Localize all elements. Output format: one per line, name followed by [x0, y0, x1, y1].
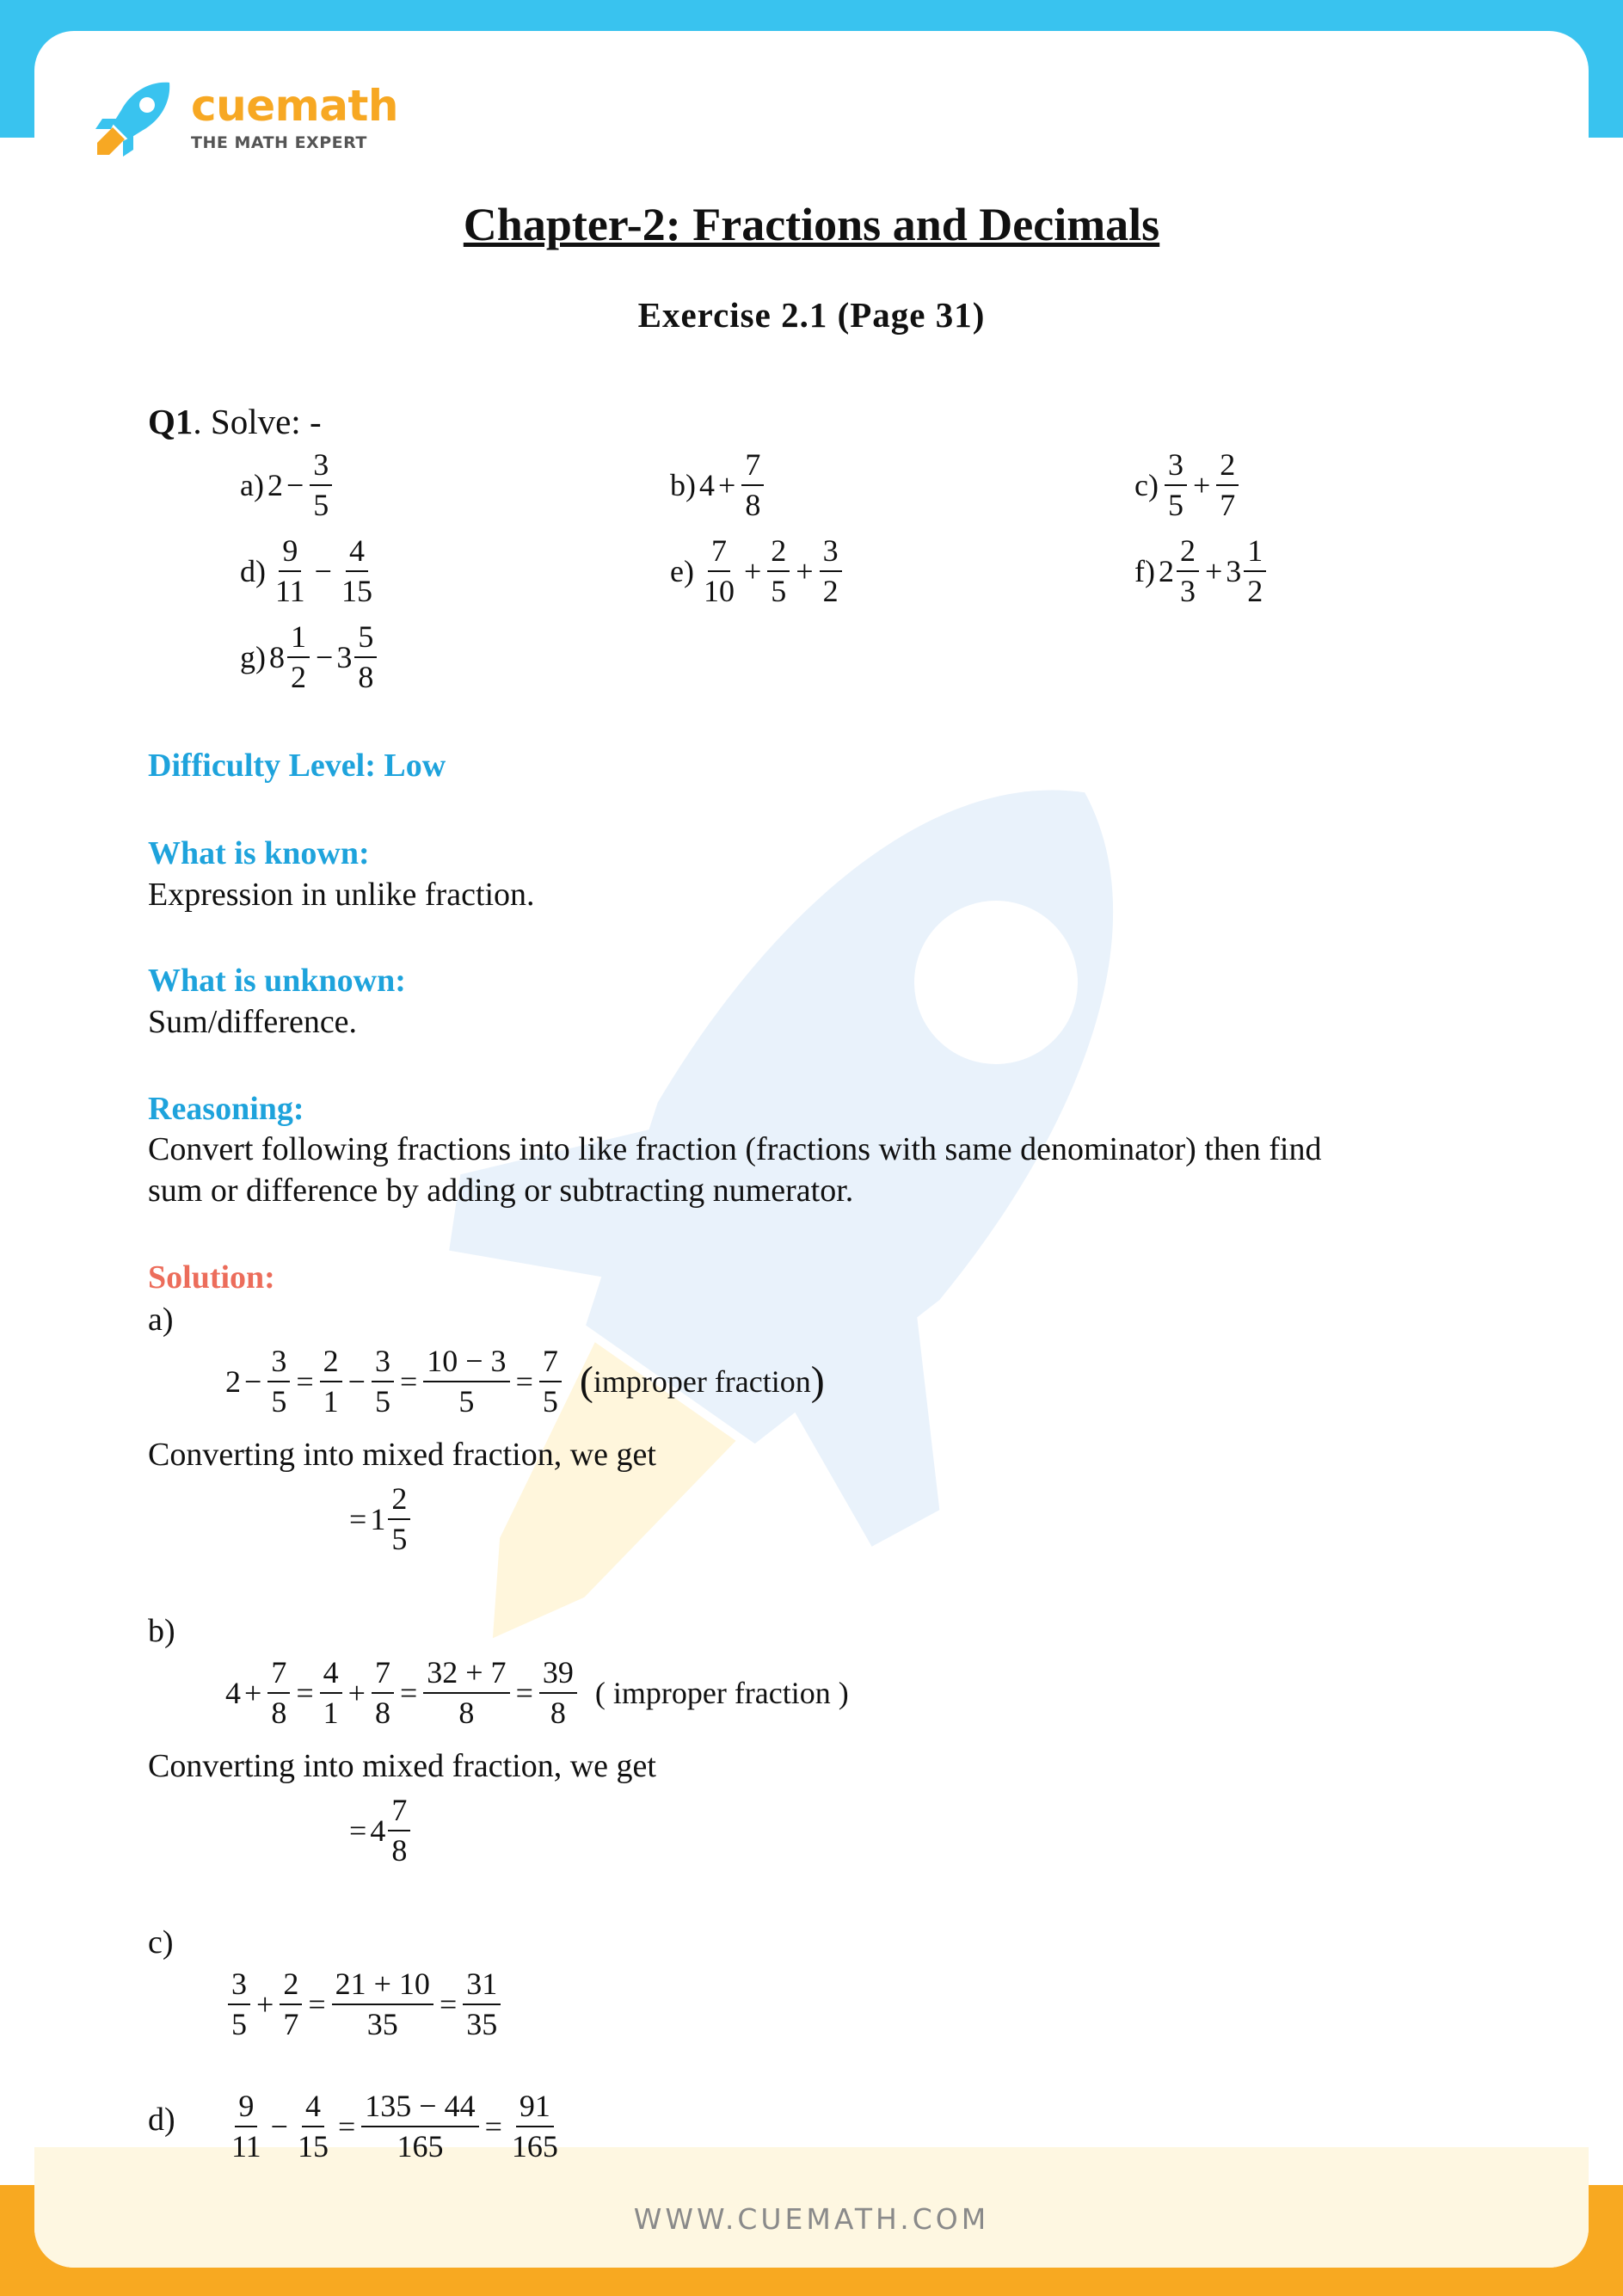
part-label: e) — [670, 554, 694, 589]
brand-tagline: THE MATH EXPERT — [191, 133, 367, 152]
operator: + — [347, 1676, 366, 1711]
fraction — [267, 1344, 290, 1420]
question-heading — [148, 401, 322, 442]
question-part-c — [1131, 447, 1241, 524]
denominator: 15 — [297, 2129, 329, 2164]
denominator: 8 — [745, 488, 761, 523]
numerator: 5 — [354, 619, 377, 658]
solution-c-equation — [225, 1967, 503, 2043]
question-part-g — [237, 619, 379, 696]
fraction — [320, 1655, 342, 1732]
whole: 3 — [1226, 554, 1242, 589]
numerator: 7 — [372, 1655, 394, 1694]
equals: = — [484, 2109, 502, 2145]
operator: + — [256, 1987, 274, 2022]
operator: + — [718, 468, 736, 503]
fraction — [741, 447, 764, 524]
solution-a-mixed — [346, 1481, 413, 1558]
solution-d-label: d) — [148, 2102, 175, 2138]
whole: 2 — [225, 1364, 241, 1400]
numerator: 3 — [372, 1344, 394, 1382]
question-part-f — [1131, 533, 1269, 610]
denominator: 5 — [231, 2007, 247, 2042]
fraction — [1177, 533, 1199, 610]
solution-a-label: a) — [148, 1302, 174, 1338]
denominator: 5 — [1167, 488, 1183, 523]
operator: + — [1192, 468, 1211, 503]
numerator: 4 — [346, 533, 368, 572]
unknown-heading: What is unknown: — [148, 963, 406, 999]
close-paren: ) — [810, 1358, 825, 1405]
fraction — [539, 1344, 562, 1420]
fraction — [332, 1967, 433, 2043]
denominator: 5 — [771, 574, 787, 609]
operator: − — [314, 554, 332, 589]
numerator: 10 − 3 — [423, 1344, 509, 1382]
question-prompt: . Solve: - — [193, 402, 322, 441]
part-label: a) — [240, 468, 264, 503]
fraction — [388, 1481, 410, 1558]
numerator: 1 — [1244, 533, 1266, 572]
fraction — [463, 1967, 501, 2043]
numerator: 3 — [267, 1344, 290, 1382]
numerator: 2 — [280, 1967, 302, 2005]
fraction — [423, 1344, 509, 1420]
numerator: 3 — [228, 1967, 250, 2005]
unknown-text: Sum/difference. — [148, 1004, 358, 1040]
question-part-e — [667, 533, 845, 610]
denominator: 1 — [323, 1384, 339, 1419]
numerator: 3 — [1165, 447, 1187, 486]
denominator: 35 — [366, 2007, 398, 2042]
denominator: 5 — [391, 1522, 408, 1557]
equals: = — [296, 1364, 314, 1400]
known-text: Expression in unlike fraction. — [148, 877, 535, 913]
denominator: 5 — [271, 1384, 287, 1419]
fraction — [388, 1793, 410, 1869]
denominator: 8 — [458, 1696, 475, 1731]
solution-a-converting: Converting into mixed fraction, we get — [148, 1437, 656, 1473]
equals: = — [399, 1364, 418, 1400]
whole: 2 — [1158, 554, 1174, 589]
numerator: 91 — [516, 2089, 554, 2127]
numerator: 2 — [320, 1344, 342, 1382]
question-label: Q1 — [148, 402, 194, 441]
denominator: 7 — [1220, 488, 1236, 523]
denominator: 8 — [271, 1696, 287, 1731]
whole: 4 — [699, 468, 715, 503]
denominator: 8 — [374, 1696, 390, 1731]
part-label: g) — [240, 640, 266, 675]
fraction — [354, 619, 377, 696]
numerator: 9 — [279, 533, 301, 572]
numerator: 39 — [539, 1655, 577, 1694]
denominator: 11 — [275, 574, 305, 609]
fraction — [700, 533, 738, 610]
numerator: 7 — [708, 533, 730, 572]
chapter-title: Chapter-2: Fractions and Decimals — [463, 199, 1160, 250]
denominator: 8 — [358, 660, 374, 695]
numerator: 2 — [388, 1481, 410, 1520]
equals: = — [349, 1502, 367, 1537]
denominator: 165 — [511, 2129, 558, 2164]
question-part-a — [237, 447, 335, 524]
fraction — [320, 1344, 342, 1420]
operator: + — [743, 554, 762, 589]
solution-b-equation — [225, 1655, 849, 1732]
solution-b-label: b) — [148, 1613, 175, 1649]
footer-website-link[interactable]: WWW.CUEMATH.COM — [633, 2202, 990, 2236]
denominator: 15 — [341, 574, 372, 609]
operator: + — [796, 554, 814, 589]
fraction — [820, 533, 842, 610]
solution-a-equation — [225, 1344, 825, 1420]
fraction — [372, 1655, 394, 1732]
numerator: 32 + 7 — [423, 1655, 509, 1694]
fraction — [228, 1967, 250, 2043]
denominator: 1 — [323, 1696, 339, 1731]
numerator: 2 — [767, 533, 790, 572]
denominator: 10 — [703, 574, 735, 609]
operator: − — [347, 1364, 366, 1400]
denominator: 35 — [466, 2007, 498, 2042]
whole: 8 — [269, 640, 285, 675]
cuemath-rocket-logo-icon — [90, 76, 176, 162]
denominator: 2 — [291, 660, 306, 695]
numerator: 4 — [320, 1655, 342, 1694]
part-label: d) — [240, 554, 266, 589]
denominator: 5 — [542, 1384, 558, 1419]
denominator: 5 — [458, 1384, 475, 1419]
whole: 4 — [225, 1676, 241, 1711]
equals: = — [308, 1987, 326, 2022]
numerator: 9 — [235, 2089, 257, 2127]
denominator: 8 — [550, 1696, 566, 1731]
fraction — [310, 447, 332, 524]
denominator: 8 — [391, 1833, 408, 1868]
fraction — [280, 1967, 302, 2043]
numerator: 135 − 44 — [361, 2089, 478, 2127]
equals: = — [515, 1364, 533, 1400]
fraction — [508, 2089, 562, 2165]
operator: + — [1204, 554, 1223, 589]
open-paren: ( — [579, 1358, 593, 1405]
part-label: c) — [1134, 468, 1159, 503]
numerator: 31 — [463, 1967, 501, 2005]
solution-b-mixed — [346, 1793, 413, 1869]
operator: + — [244, 1676, 262, 1711]
operator: − — [244, 1364, 262, 1400]
exercise-title: Exercise 2.1 (Page 31) — [637, 295, 986, 335]
reasoning-line-1: Convert following fractions into like fraction (fractions with same denominator) then find — [148, 1131, 1322, 1167]
fraction — [267, 1655, 290, 1732]
denominator: 2 — [822, 574, 839, 609]
numerator: 7 — [539, 1344, 562, 1382]
fraction — [287, 619, 310, 696]
fraction — [767, 533, 790, 610]
denominator: 11 — [231, 2129, 261, 2164]
reasoning-line-2: sum or difference by adding or subtracting numerator. — [148, 1173, 854, 1209]
part-label: b) — [670, 468, 696, 503]
denominator: 165 — [397, 2129, 444, 2164]
whole: 3 — [336, 640, 353, 675]
equals: = — [515, 1676, 533, 1711]
difficulty-level: Difficulty Level: Low — [148, 748, 446, 784]
denominator: 5 — [313, 488, 329, 523]
equals: = — [399, 1676, 418, 1711]
equals: = — [349, 1813, 367, 1849]
numerator: 7 — [388, 1793, 410, 1831]
operator: − — [316, 640, 334, 675]
solution-c-label: c) — [148, 1924, 174, 1961]
rocket-watermark-icon — [292, 671, 1325, 1789]
fraction — [423, 1655, 509, 1732]
fraction — [1244, 533, 1266, 610]
denominator: 2 — [1247, 574, 1263, 609]
numerator: 2 — [1177, 533, 1199, 572]
fraction — [272, 533, 309, 610]
operator: − — [286, 468, 304, 503]
question-part-d — [237, 533, 378, 610]
equals: = — [439, 1987, 458, 2022]
question-part-b — [667, 447, 766, 524]
fraction — [372, 1344, 394, 1420]
whole: 4 — [370, 1813, 386, 1849]
known-heading: What is known: — [148, 835, 370, 871]
fraction — [539, 1655, 577, 1732]
numerator: 21 + 10 — [332, 1967, 433, 2005]
operator: − — [270, 2109, 288, 2145]
fraction — [294, 2089, 332, 2165]
fraction — [338, 533, 376, 610]
solution-b-converting: Converting into mixed fraction, we get — [148, 1748, 656, 1784]
solution-heading: Solution: — [148, 1259, 275, 1296]
denominator: 5 — [374, 1384, 390, 1419]
equals: = — [296, 1676, 314, 1711]
numerator: 2 — [1216, 447, 1239, 486]
denominator: 7 — [283, 2007, 299, 2042]
note: improper fraction — [593, 1364, 811, 1400]
numerator: 1 — [287, 619, 310, 658]
fraction — [228, 2089, 265, 2165]
numerator: 3 — [310, 447, 332, 486]
reasoning-heading: Reasoning: — [148, 1091, 304, 1127]
whole: 1 — [370, 1502, 386, 1537]
solution-d-equation — [225, 2089, 564, 2165]
fraction — [1165, 447, 1187, 524]
fraction — [1216, 447, 1239, 524]
part-label: f) — [1134, 554, 1155, 589]
brand-name: cuemath — [191, 81, 398, 131]
numerator: 3 — [820, 533, 842, 572]
note: ( improper fraction ) — [594, 1676, 849, 1711]
denominator: 3 — [1179, 574, 1196, 609]
equals: = — [337, 2109, 356, 2145]
whole: 2 — [267, 468, 283, 503]
numerator: 7 — [741, 447, 764, 486]
numerator: 4 — [302, 2089, 324, 2127]
numerator: 7 — [267, 1655, 290, 1694]
fraction — [361, 2089, 478, 2165]
